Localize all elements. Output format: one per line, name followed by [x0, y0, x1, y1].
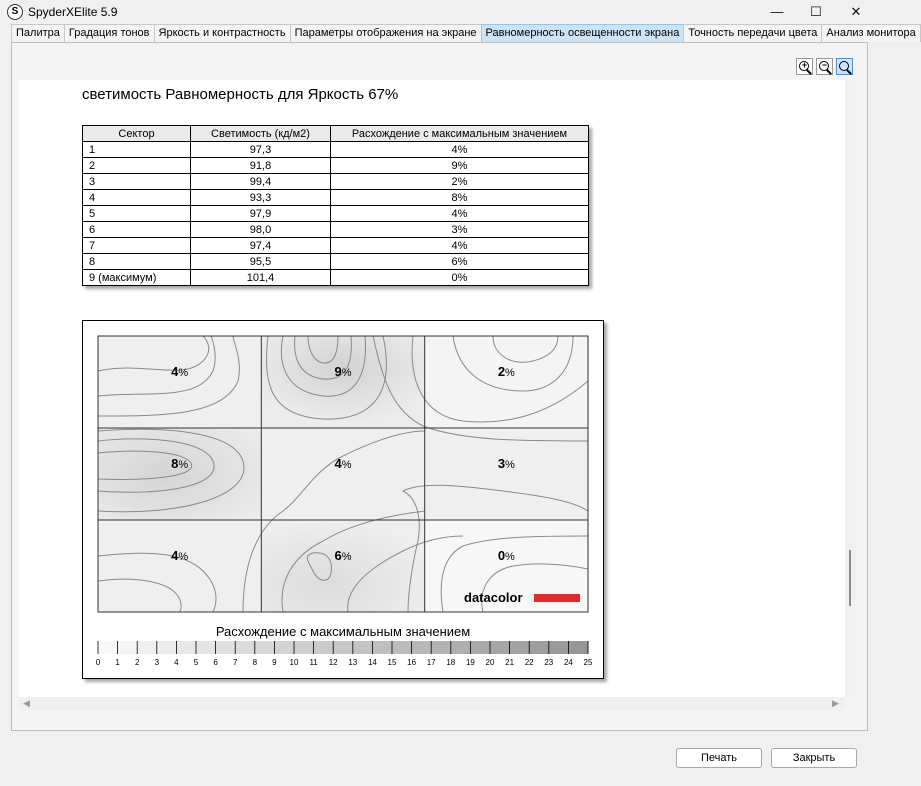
scale-swatch [333, 641, 353, 654]
scale-tick-label: 21 [505, 658, 515, 667]
scroll-right-icon[interactable]: ▶ [832, 698, 839, 708]
table-row [83, 174, 589, 190]
scale-swatch [118, 641, 138, 654]
scale-tick-label: 20 [485, 658, 495, 667]
vertical-scrollbar[interactable] [845, 80, 856, 697]
sector-cell: 2 [83, 158, 191, 174]
table-header-row [83, 126, 589, 142]
table-row [83, 142, 589, 158]
table-row [83, 158, 589, 174]
scale-tick-label: 19 [465, 658, 475, 667]
deviation-cell: 4% [331, 206, 589, 222]
scale-swatch [412, 641, 432, 654]
zoom-fit-icon[interactable] [836, 58, 853, 75]
tab-display-parameters[interactable]: Параметры отображения на экране [290, 24, 482, 42]
scale-tick-label: 24 [563, 658, 573, 667]
print-button[interactable]: Печать [676, 748, 762, 768]
app-icon: S [7, 4, 23, 20]
scale-tick-label: 8 [252, 658, 258, 667]
luminance-cell: 93,3 [191, 190, 331, 206]
scale-tick-label: 4 [174, 658, 179, 667]
scale-tick-label: 25 [583, 658, 593, 667]
luminance-cell: 97,9 [191, 206, 331, 222]
cell-label: 8% [171, 456, 189, 471]
deviation-cell: 9% [331, 158, 589, 174]
cell-label: 2% [497, 364, 515, 379]
legend-title: Расхождение с максимальным значением [215, 624, 471, 639]
scale-tick-label: 6 [213, 658, 218, 667]
col-header-sector: Сектор [83, 126, 191, 142]
cell-label: 4% [334, 456, 352, 471]
tab-strip [11, 24, 920, 43]
luminance-cell: 97,3 [191, 142, 331, 158]
luminance-cell: 98,0 [191, 222, 331, 238]
sector-cell: 8 [83, 254, 191, 270]
maximize-button[interactable]: ☐ [810, 4, 822, 19]
cell-label: 4% [171, 364, 189, 379]
title-bar [0, 0, 877, 24]
table-row [83, 190, 589, 206]
report-title: светимость Равномерность для Яркость 67% [82, 86, 399, 103]
scroll-left-icon[interactable]: ◀ [23, 698, 30, 708]
scale-swatch [372, 641, 392, 654]
sector-cell: 9 (максимум) [83, 270, 191, 286]
scale-swatch [235, 641, 255, 654]
scale-swatch [216, 641, 236, 654]
scale-swatch [196, 641, 216, 654]
window-title: SpyderXElite 5.9 [28, 5, 118, 19]
scale-tick-label: 13 [348, 658, 358, 667]
scale-swatch [490, 641, 510, 654]
luminance-cell: 91,8 [191, 158, 331, 174]
tab-palette[interactable]: Палитра [11, 24, 65, 42]
luminance-cell: 99,4 [191, 174, 331, 190]
deviation-cell: 0% [331, 270, 589, 286]
scale-swatch [392, 641, 412, 654]
sector-cell: 1 [83, 142, 191, 158]
cell-label: 0% [497, 548, 515, 563]
deviation-cell: 4% [331, 238, 589, 254]
scale-tick-label: 10 [289, 658, 299, 667]
scale-swatch [529, 641, 549, 654]
deviation-cell: 2% [331, 174, 589, 190]
uniformity-heatmap [82, 320, 604, 679]
scale-swatch [510, 641, 530, 654]
zoom-in-icon[interactable]: + [796, 58, 813, 75]
scale-swatch [294, 641, 314, 654]
deviation-cell: 4% [331, 142, 589, 158]
close-window-button[interactable]: ✕ [850, 4, 862, 19]
table-row [83, 206, 589, 222]
luminance-cell: 101,4 [191, 270, 331, 286]
scale-tick-label: 14 [367, 658, 377, 667]
scale-tick-label: 11 [309, 658, 318, 667]
cell-label: 3% [497, 456, 515, 471]
scale-tick-label: 12 [328, 658, 338, 667]
scale-tick-label: 7 [232, 658, 238, 667]
deviation-cell: 3% [331, 222, 589, 238]
scale-swatch [274, 641, 294, 654]
scale-tick-label: 5 [193, 658, 199, 667]
table-row [83, 270, 589, 286]
scale-swatch [137, 641, 157, 654]
luminance-cell: 97,4 [191, 238, 331, 254]
svg-text:datacolor: datacolor [464, 590, 523, 605]
scale-swatch [470, 641, 490, 654]
scale-tick-label: 18 [446, 658, 456, 667]
tab-tone-gradation[interactable]: Градация тонов [64, 24, 155, 42]
cell-label: 9% [334, 364, 352, 379]
scale-tick-label: 15 [387, 658, 397, 667]
tab-monitor-analysis[interactable]: Анализ монитора [821, 24, 920, 42]
scale-tick-label: 1 [115, 658, 120, 667]
tab-brightness-contrast[interactable]: Яркость и контрастность [154, 24, 291, 42]
deviation-cell: 6% [331, 254, 589, 270]
scale-swatch [176, 641, 196, 654]
sector-cell: 7 [83, 238, 191, 254]
scale-tick-label: 17 [426, 658, 436, 667]
scale-swatch [431, 641, 451, 654]
scale-swatch [314, 641, 334, 654]
scale-swatch [353, 641, 373, 654]
scale-swatch [98, 641, 118, 654]
sector-cell: 4 [83, 190, 191, 206]
scale-swatch [568, 641, 588, 654]
cell-label: 4% [171, 548, 189, 563]
horizontal-scrollbar[interactable] [19, 697, 845, 710]
uniformity-table [82, 125, 589, 286]
col-header-deviation: Расхождение с максимальным значением [331, 126, 589, 142]
cell-label: 6% [334, 548, 352, 563]
scale-tick-label: 22 [524, 658, 534, 667]
luminance-cell: 95,5 [191, 254, 331, 270]
scale-tick-label: 2 [134, 658, 140, 667]
table-row [83, 254, 589, 270]
scale-tick-label: 23 [544, 658, 554, 667]
close-button[interactable]: Закрыть [771, 748, 857, 768]
report-viewport[interactable] [19, 80, 845, 697]
scale-tick-label: 3 [154, 658, 160, 667]
col-header-luminance: Светимость (кд/м2) [191, 126, 331, 142]
scale-swatch [157, 641, 177, 654]
sector-cell: 3 [83, 174, 191, 190]
deviation-cell: 8% [331, 190, 589, 206]
scale-swatch [549, 641, 569, 654]
vertical-scroll-thumb[interactable] [849, 550, 851, 606]
minimize-button[interactable]: — [770, 4, 784, 19]
scale-tick-label: 16 [407, 658, 417, 667]
sector-cell: 5 [83, 206, 191, 222]
scale-tick-label: 9 [272, 658, 277, 667]
tab-uniformity[interactable]: Равномерность освещенности экрана [481, 24, 685, 42]
table-row [83, 222, 589, 238]
zoom-toolbar [796, 58, 853, 75]
scale-swatch [451, 641, 471, 654]
tab-color-accuracy[interactable]: Точность передачи цвета [683, 24, 822, 42]
table-row [83, 238, 589, 254]
scale-tick-label: 0 [95, 658, 101, 667]
sector-cell: 6 [83, 222, 191, 238]
zoom-out-icon[interactable]: − [816, 58, 833, 75]
scale-swatch [255, 641, 275, 654]
